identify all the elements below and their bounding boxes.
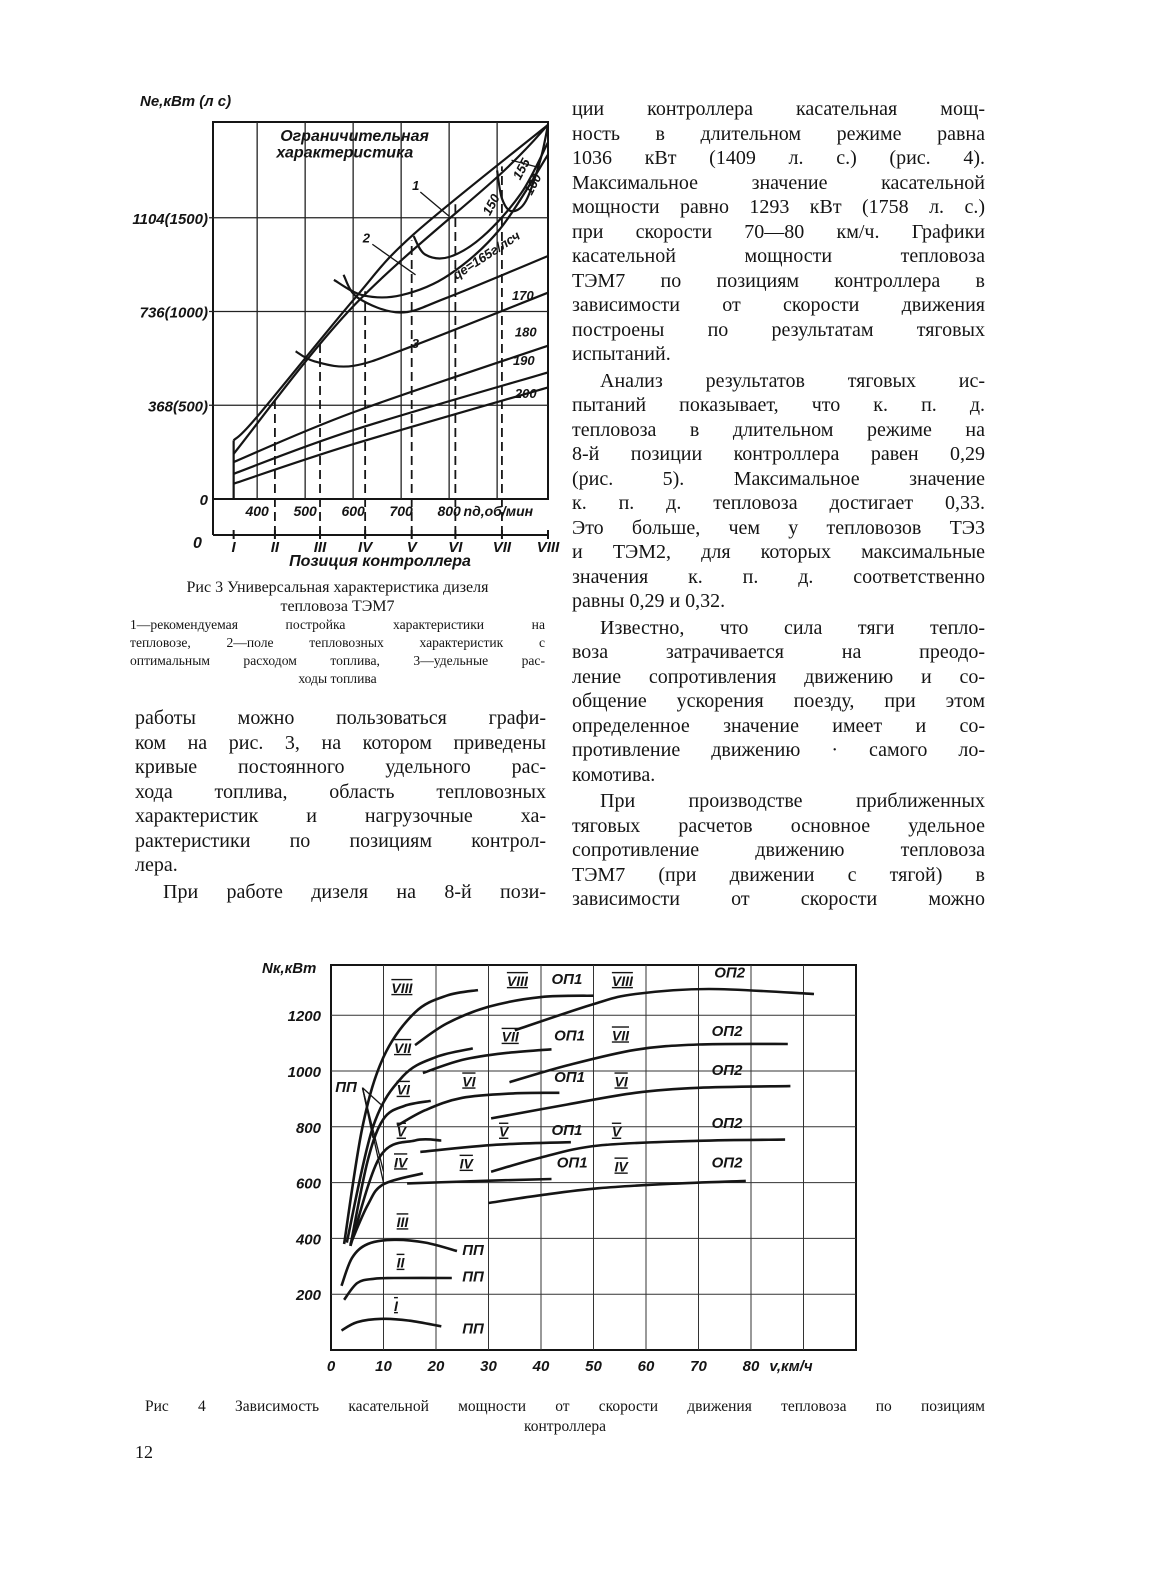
mode-label: ОП1 <box>556 1154 588 1172</box>
figure-3-caption <box>130 578 545 688</box>
text-line: характеристик и нагрузочные ха- <box>135 805 546 827</box>
annotation-q155: 155 <box>509 155 534 182</box>
text-line: При производстве приближенных <box>600 790 985 812</box>
position-label: VII <box>501 1028 519 1045</box>
page-number: 12 <box>135 1442 153 1462</box>
position-label: III <box>396 1214 409 1231</box>
text-line: лера. <box>135 854 178 876</box>
text-line: касательной мощности тепловоза <box>572 245 985 267</box>
position-label: II <box>396 1254 405 1271</box>
y-axis-label: Nе,кВт (л с) <box>140 93 232 110</box>
controller-position-label: V <box>406 539 417 556</box>
mode-label: ПП <box>462 1268 484 1286</box>
figure-3-legend-line: 1—рекомендуемая постройка характеристики на <box>130 617 545 632</box>
x-tick-label: 600 <box>341 503 365 519</box>
position-label: V <box>611 1123 622 1140</box>
x-tick-label: 10 <box>375 1358 392 1375</box>
position-label: I <box>394 1297 398 1314</box>
y-tick-label: 1104(1500) <box>132 210 208 228</box>
mode-label: ОП2 <box>711 1115 743 1133</box>
text-line: воза затрачивается на преодо- <box>572 641 985 663</box>
mode-label: ПП <box>462 1242 484 1260</box>
x-tick-label: 20 <box>427 1358 445 1375</box>
text-line: Это больше, чем у тепловозов ТЭ3 <box>572 516 985 539</box>
mode-label: ОП1 <box>551 1122 583 1140</box>
figure-3-title-line: тепловоза ТЭМ7 <box>280 598 395 615</box>
x-tick-label: 30 <box>480 1358 497 1375</box>
text-line: (рис. 5). Максимальное значение <box>572 467 985 490</box>
x-tick-label: 400 <box>245 503 269 519</box>
mode-label: ОП2 <box>711 1154 743 1172</box>
position-label: V <box>396 1123 406 1140</box>
position-label: VII <box>394 1039 412 1056</box>
text-line: ТЭМ7 (при движении с тягой) в <box>572 863 985 886</box>
figure-3-legend-line: тепловозе, 2—поле тепловозных характеристик с <box>130 635 545 650</box>
y-tick-label: 736(1000) <box>139 304 208 322</box>
y-tick-label: 400 <box>295 1231 321 1249</box>
y-tick-label: 368(500) <box>147 398 208 416</box>
mode-label: ОП2 <box>714 964 746 982</box>
text-line: к. п. д. тепловоза достигает 0,33. <box>572 492 985 514</box>
annotation-q165: qе=165г/лсч <box>449 227 523 283</box>
annotation-n1: 1 <box>412 177 420 193</box>
x-tick-label: 70 <box>690 1358 707 1375</box>
curve-V-ОП1 <box>420 1142 571 1152</box>
y-tick-label: 600 <box>295 1175 321 1193</box>
text-line: испытаний. <box>572 343 671 365</box>
annotation-limit1: Ограничительная <box>280 128 429 146</box>
controller-position-label: VIII <box>536 539 560 556</box>
annotation-n3: 3 <box>411 335 419 351</box>
curve-VII-ПП <box>347 1048 473 1242</box>
text-line: пытаний показывает, что к. п. д. <box>572 394 985 416</box>
x-tick-label: 500 <box>293 503 317 519</box>
x-tick-label: 50 <box>585 1358 602 1375</box>
mode-label: ОП2 <box>711 1062 743 1080</box>
mode-label: ОП1 <box>554 1069 585 1087</box>
text-line: тепловоза в длительном режиме на <box>572 418 985 441</box>
controller-position-label: VII <box>492 539 512 556</box>
figure-3-legend-line: ходы топлива <box>298 671 377 686</box>
annotation-q190: 190 <box>512 352 535 368</box>
text-line: общение ускорения поезду, при этом <box>572 690 985 712</box>
position-label: IV <box>459 1155 473 1172</box>
annotation-n2: 2 <box>362 230 370 246</box>
position-label: VIII <box>391 979 413 996</box>
x-tick-label: 80 <box>742 1358 760 1375</box>
annotation-limit2: характеристика <box>276 144 414 162</box>
controller-position-label: I <box>231 539 236 556</box>
figure-4-caption-line: контроллера <box>523 1418 607 1435</box>
text-line: мощности равно 1293 кВт (1758 л. с.) <box>572 196 985 218</box>
curve-VII-ОП1 <box>423 1049 552 1073</box>
mode-label: ОП2 <box>711 1023 743 1041</box>
left-text-column <box>135 706 546 904</box>
text-line: хода топлива, область тепловозных <box>135 780 546 803</box>
controller-position-label: II <box>270 539 280 556</box>
position-label: IV <box>614 1158 628 1175</box>
text-line: ТЭМ7 по позициям контроллера в <box>572 269 985 292</box>
controller-position-label: III <box>313 539 327 556</box>
y-tick-label: 800 <box>295 1119 321 1137</box>
controller-position-label: VI <box>448 539 463 556</box>
controller-axis-label: Позиция контроллера <box>289 553 471 570</box>
text-line: 8-й позиции контроллера равен 0,29 <box>572 443 985 465</box>
text-line: тяговых расчетов основное удельное <box>572 814 985 837</box>
text-line: ции контроллера касательная мощ- <box>572 98 985 120</box>
position-label: VI <box>614 1073 628 1090</box>
annotation-q180: 180 <box>514 324 537 340</box>
x-tick-label: 800 <box>437 503 461 519</box>
mode-label: ОП1 <box>554 1027 585 1045</box>
text-line: равны 0,29 и 0,32. <box>572 590 726 612</box>
text-line: ность в длительном режиме равна <box>572 122 985 145</box>
x-tick-label: 0 <box>326 1358 336 1375</box>
figure-3-legend-line: оптимальным расходом топлива, 3—удельные рас- <box>130 653 545 668</box>
text-line: Максимальное значение касательной <box>572 171 985 194</box>
text-line: ком на рис. 3, на котором приведены <box>135 731 546 754</box>
position-label: VII <box>611 1027 629 1044</box>
text-line: зависимости от скорости движения <box>572 294 985 316</box>
text-line: построены по результатам тяговых <box>572 318 985 341</box>
text-line: Известно, что сила тяги тепло- <box>600 616 985 639</box>
text-line: кривые постоянного удельного рас- <box>135 756 546 778</box>
position-label: V <box>499 1123 509 1140</box>
text-line: 1036 кВт (1409 л. с.) (рис. 4). <box>572 147 985 169</box>
figure-3-title-line: Рис 3 Универсальная характеристика дизеля <box>186 579 489 596</box>
annotation-q150: 150 <box>479 191 503 218</box>
right-text-column <box>572 97 985 912</box>
text-line: Анализ результатов тяговых ис- <box>600 369 985 392</box>
figure-4-caption-line: Рис 4 Зависимость касательной мощности от скорости движения тепловоза по позициям <box>145 1398 985 1415</box>
y-tick-label: 200 <box>295 1287 321 1305</box>
x-tick-label: 60 <box>637 1358 655 1375</box>
y-axis-label: Nк,кВт <box>262 960 317 977</box>
curve-I-ПП <box>342 1319 442 1331</box>
text-line: значения к. п. д. соответственно <box>572 565 985 588</box>
y-tick-label: 1200 <box>287 1008 321 1026</box>
annotation-q200: 200 <box>514 385 537 401</box>
position-label: IV <box>394 1154 408 1171</box>
position-label: VI <box>462 1073 476 1090</box>
text-line: определенное значение имеет и со- <box>572 714 985 737</box>
text-line: противление движению · самого ло- <box>572 739 985 761</box>
y-tick-label: 0 <box>199 492 208 509</box>
mode-label: ПП <box>462 1320 484 1338</box>
curve-VI-ОП2 <box>491 1086 790 1118</box>
controller-axis-origin: 0 <box>193 535 202 552</box>
text-line: при скорости 70—80 км/ч. Графики <box>572 220 985 243</box>
x-tick-label: 700 <box>389 503 413 519</box>
curve-IV-ОП2 <box>489 1181 746 1203</box>
text-line: работы можно пользоваться графи- <box>135 707 546 729</box>
figure-4-caption <box>145 1397 985 1437</box>
text-line: рактеристики по позициям контрол- <box>135 829 546 852</box>
text-line: сопротивление движению тепловоза <box>572 839 985 861</box>
text-line: При работе дизеля на 8-й пози- <box>163 880 546 903</box>
text-line: комотива. <box>572 763 656 786</box>
text-line: зависимости от скорости можно <box>572 888 985 910</box>
y-tick-label: 1000 <box>287 1064 321 1082</box>
text-line: и ТЭМ2, для которых максимальные <box>572 541 985 563</box>
controller-position-label: IV <box>358 539 373 556</box>
annotation-q160: 160 <box>521 171 545 198</box>
position-label: VIII <box>611 972 633 989</box>
text-line: ление сопротивления движению и со- <box>572 665 985 688</box>
x-axis-label: nд,об/мин <box>463 503 534 519</box>
position-label: VIII <box>506 972 528 989</box>
mode-label: ПП <box>335 1078 357 1096</box>
mode-label: ОП1 <box>551 970 583 988</box>
x-axis-label: v,км/ч <box>769 1358 813 1375</box>
position-label: VI <box>396 1081 410 1098</box>
x-tick-label: 40 <box>532 1358 550 1375</box>
annotation-q170: 170 <box>512 287 534 303</box>
